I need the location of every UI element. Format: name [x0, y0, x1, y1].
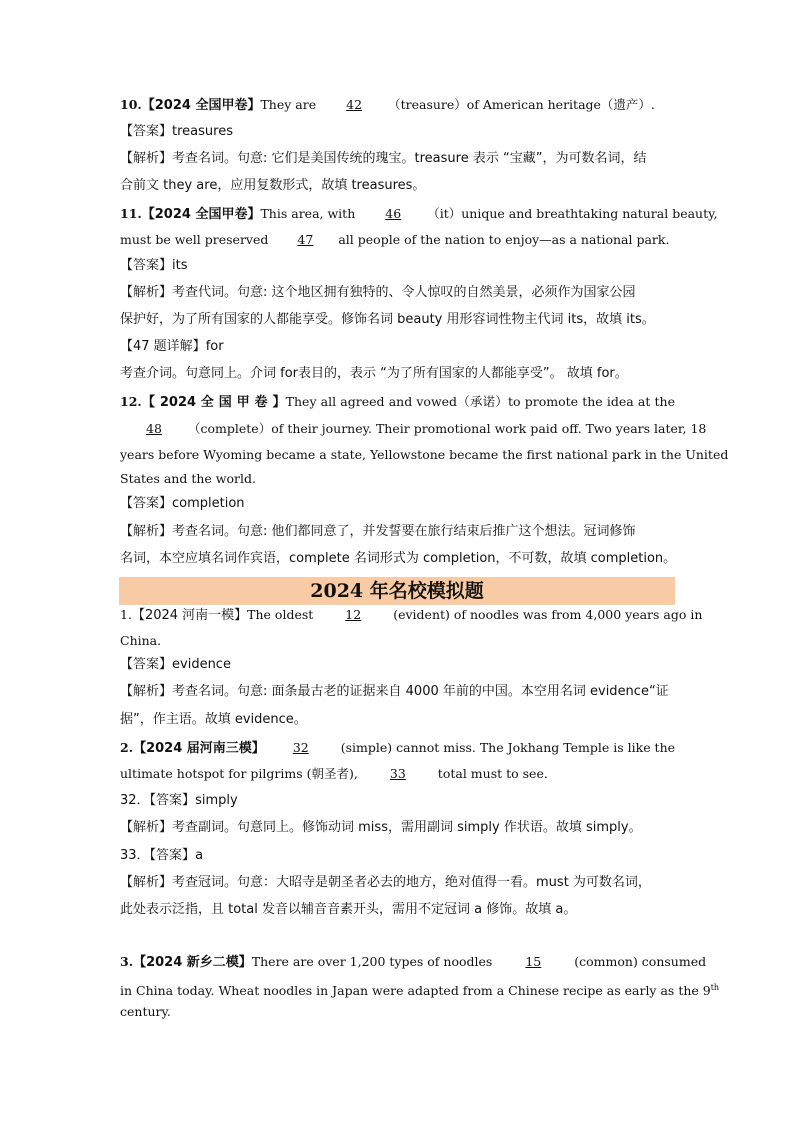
q12-answer [120, 496, 245, 512]
answer-label: 【答案】 [120, 496, 173, 511]
q10-blank: 42 [346, 97, 363, 112]
s1-line-1 [120, 607, 702, 624]
q11-source: 【2024 全国甲卷】 [141, 207, 261, 222]
explanation-label: 【解析】 [120, 151, 173, 166]
explanation-label: 【解析】 [120, 820, 173, 835]
s3-line-3: century. [120, 1004, 171, 1019]
q11-line-2 [120, 232, 669, 248]
q10-answer [120, 124, 233, 140]
explanation-text: 考查名词。句意: 他们都同意了，并发誓要在旅行结束后推广这个想法。冠词修饰 [172, 524, 636, 539]
q12-line-2 [120, 421, 706, 437]
answer-label: 【答案】 [149, 793, 196, 808]
q11-explanation-2: 保护好，为了所有国家的人都能享受。修饰名词 beauty 用形容词性物主代词 its，故填 its。 [120, 312, 655, 327]
q11-blank-46: 46 [385, 206, 402, 221]
s2-line-2 [120, 766, 548, 782]
s1-explanation-2: 据”，作主语。故填 evidence。 [120, 712, 307, 727]
q11-text: all people of the nation to enjoy—as a national park. [338, 232, 670, 247]
q11-number: 11. [120, 206, 142, 221]
q12-number: 12. [120, 394, 142, 409]
section-title: 2024 年名校模拟题 [119, 577, 675, 605]
explanation-text: 考查名词。句意: 它们是美国传统的瑰宝。treasure 表示 “宝藏”，为可数名词，结 [172, 151, 647, 166]
q10-text-post: （treasure）of American heritage（遗产）. [388, 97, 655, 112]
q10-line [120, 97, 655, 114]
q12-text: （complete）of their journey. Their promotional work paid off. Two years later, 18 [188, 421, 707, 436]
s2-source: 【2024 届河南三模】 [133, 741, 265, 756]
q12-line-4: States and the world. [120, 471, 256, 486]
s1-explanation-1 [120, 684, 669, 700]
answer-value: evidence [172, 657, 231, 672]
q11-text: This area, with [260, 206, 360, 221]
explanation-label: 【解析】 [120, 285, 173, 300]
q11-answer [120, 258, 188, 274]
s2-explanation-33-2: 此处表示泛指，且 total 发音以辅音音素开头，需用不定冠词 a 修饰。故填 a。 [120, 902, 577, 917]
q11-blank-47: 47 [297, 232, 314, 247]
q12-source: 【 2024 全 国 甲 卷 】 [141, 395, 286, 410]
q11-text: （it）unique and breathtaking natural beauty, [427, 206, 718, 221]
s2-text: ultimate hotspot for pilgrims (朝圣者), [120, 766, 362, 781]
s2-line-1 [120, 740, 675, 757]
answer-label: 【答案】 [149, 848, 196, 863]
s1-number: 1. [120, 607, 132, 622]
explanation-label: 【解析】 [120, 524, 173, 539]
s2-text: (simple) cannot miss. The Jokhang Temple is like the [336, 740, 676, 755]
answer-value: simply [195, 793, 238, 808]
answer-value: a [195, 848, 204, 863]
explanation-text: 考查名词。句意: 面条最古老的证据来自 4000 年前的中国。本空用名词 evidence“证 [172, 684, 669, 699]
answer-number: 33． [120, 848, 150, 863]
s1-answer [120, 657, 231, 673]
s2-explanation-33-1 [120, 875, 651, 891]
q12-line-3: years before Wyoming became a state, Yellowstone became the first national park in the United [120, 447, 729, 462]
s3-text: There are over 1,200 types of noodles [251, 954, 497, 969]
explanation-text: 考查副词。句意同上。修饰动词 miss，需用副词 simply 作状语。故填 simply。 [172, 820, 642, 835]
q10-source: 【2024 全国甲卷】 [141, 98, 261, 113]
s2-answer-33 [120, 848, 203, 864]
s3-line-1 [120, 954, 706, 971]
answer-label: 【答案】 [120, 657, 173, 672]
answer-value: treasures [172, 124, 233, 139]
answer-label: 【答案】 [120, 124, 173, 139]
s1-source: 【2024 河南一模】 [131, 608, 248, 623]
s2-answer-32 [120, 793, 238, 809]
q12-line-1 [120, 394, 675, 411]
explanation-label: 【解析】 [120, 875, 173, 890]
s2-explanation-32 [120, 820, 642, 836]
q11-line-1 [120, 206, 718, 223]
q12-text: They all agreed and vowed（承诺）to promote the idea at the [285, 394, 676, 409]
s2-number: 2. [120, 740, 134, 755]
s3-text: in China today. Wheat noodles in Japan were adapted from a Chinese recipe as early as the 9 [120, 983, 711, 999]
q12-blank-48: 48 [146, 421, 162, 436]
q11-explanation-1 [120, 285, 636, 301]
s1-blank-12: 12 [345, 607, 362, 622]
q10-explanation-2: 合前文 they are，应用复数形式，故填 treasures。 [120, 178, 426, 193]
s1-text: (evident) of noodles was from 4,000 years ago in [389, 607, 703, 622]
q10-number: 10. [120, 97, 142, 112]
q47-detail [120, 339, 224, 355]
s2-blank-32: 32 [292, 740, 309, 755]
explanation-label: 【解析】 [120, 684, 173, 699]
q12-explanation-1 [120, 524, 636, 540]
detail-answer: for [205, 339, 224, 354]
s1-line-2: China. [120, 633, 162, 648]
q47-explanation: 考查介词。句意同上。介词 for表目的，表示 “为了所有国家的人都能享受”。 故填 for。 [120, 366, 628, 381]
s3-number: 3. [120, 954, 134, 969]
s3-line-2 [120, 980, 719, 999]
s3-blank-15: 15 [525, 954, 542, 969]
answer-label: 【答案】 [120, 258, 173, 273]
s3-source: 【2024 新乡二模】 [133, 955, 252, 970]
answer-value: completion [172, 496, 245, 511]
ordinal-suffix: th [710, 983, 720, 992]
detail-label: 【47 题详解】 [120, 339, 206, 354]
answer-number: 32． [120, 793, 150, 808]
s2-blank-33: 33 [389, 766, 406, 781]
s1-text: The oldest [247, 607, 318, 622]
s3-text: (common) consumed [570, 954, 707, 969]
s2-text: total must to see. [433, 766, 548, 781]
q12-explanation-2: 名词，本空应填名词作宾语，complete 名词形式为 completion，不可数，故填 completion。 [120, 551, 677, 566]
q10-text-pre: They are [260, 97, 321, 112]
answer-value: its [172, 258, 188, 273]
q10-explanation-1 [120, 151, 646, 167]
explanation-text: 考查代词。句意: 这个地区拥有独特的、令人惊叹的自然美景，必须作为国家公园 [172, 285, 636, 300]
explanation-text: 考查冠词。句意：大昭寺是朝圣者必去的地方，绝对值得一看。must 为可数名词， [172, 875, 651, 890]
q11-text: must be well preserved [120, 232, 273, 247]
